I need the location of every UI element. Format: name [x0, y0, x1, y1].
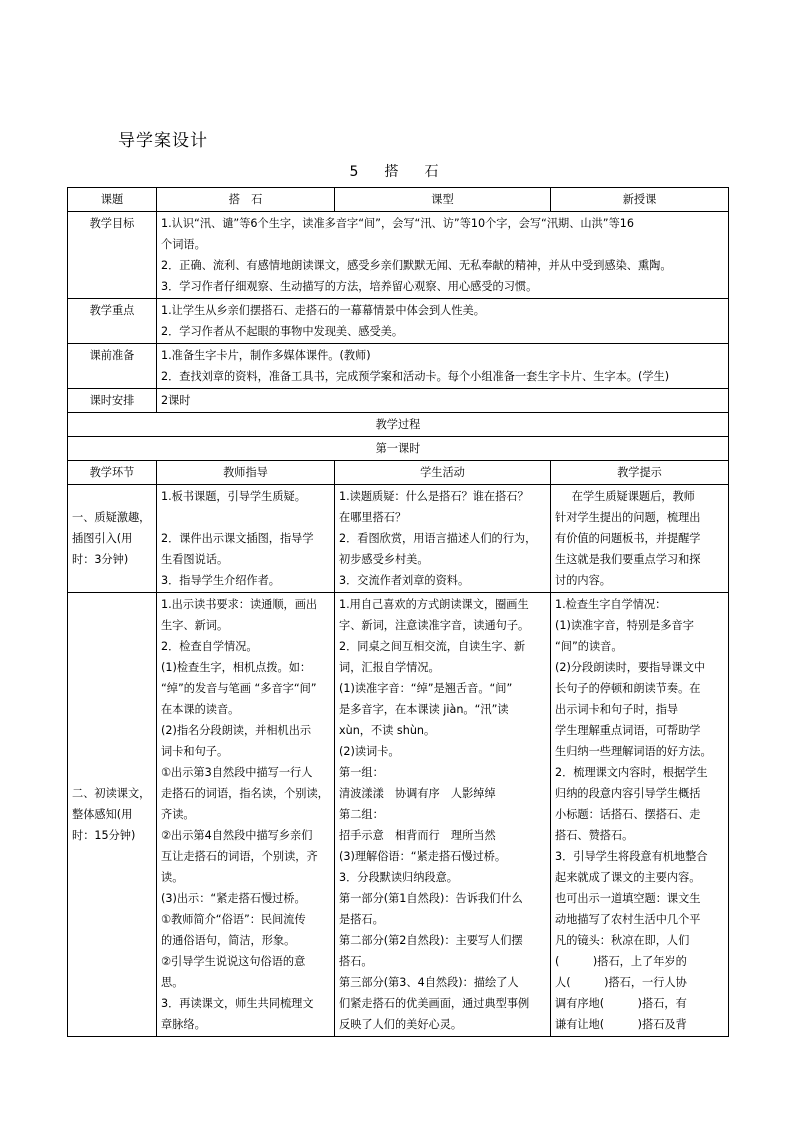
text-line: 互让走搭石的词语，个别读，齐 — [161, 850, 318, 863]
text-line: 小标题：话搭石、摆搭石、走 — [555, 808, 701, 821]
schedule-label: 课时安排 — [68, 389, 157, 413]
text-line: 章脉络。 — [161, 1018, 206, 1031]
text-line: 在学生质疑课题后，教师 — [571, 490, 695, 503]
text-line: “间”的读音。 — [555, 640, 623, 653]
type-value: 新授课 — [551, 188, 729, 212]
text-line: 调有序地( )搭石，有 — [555, 997, 687, 1010]
text-line: (2)分段朗读时，要指导课文中 — [555, 661, 706, 674]
text-line: 齐读。 — [161, 808, 195, 821]
text-line: 反映了人们的美好心灵。 — [339, 1018, 463, 1031]
text-line: (2)指名分段朗读，并相机出示 — [161, 724, 312, 737]
goals-label: 教学目标 — [68, 212, 157, 299]
goals-row — [68, 212, 729, 299]
stage-name-line: 整体感知(用 — [72, 808, 133, 821]
type-label: 课型 — [335, 188, 551, 212]
text-line: 学生理解重点词语，可帮助学 — [555, 724, 701, 737]
text-line: 生看图说话。 — [161, 553, 229, 566]
column-header-hint: 教学提示 — [551, 461, 729, 485]
text-line: 词卡和句子。 — [161, 745, 229, 758]
lesson-plan-table — [67, 187, 729, 1037]
stage-2-row — [68, 593, 729, 1037]
text-line: ②引导学生说说这句俗语的意 — [161, 955, 306, 968]
process-header-row — [68, 413, 729, 437]
stage-1-hint — [551, 485, 729, 593]
text-line: 动地描写了农村生活中几个平 — [555, 913, 701, 926]
topic-value: 搭 石 — [157, 188, 335, 212]
text-line: 有价值的问题板书，并提醒学 — [555, 532, 701, 545]
text-line: 3．再读课文，师生共同梳理文 — [161, 997, 314, 1010]
text-line: 针对学生提出的问题，梳理出 — [555, 511, 701, 524]
text-line: 生字、新词。 — [161, 619, 229, 632]
text-line: 招手示意 相背而行 理所当然 — [339, 829, 496, 842]
text-line: (3)理解俗语：“紧走搭石慢过桥。 — [339, 850, 507, 863]
stage-name-line: 一、质疑激趣， — [72, 511, 151, 524]
process-header: 教学过程 — [68, 413, 729, 437]
stage-name-line: 时：15分钟) — [72, 829, 136, 842]
text-line: 3．引导学生将段意有机地整合 — [555, 850, 708, 863]
text-line: 2．梳理课文内容时，根据学生 — [555, 766, 708, 779]
stage-1-name — [68, 485, 157, 593]
text-line: 也可出示一道填空题：课文生 — [555, 892, 701, 905]
period-header-row — [68, 437, 729, 461]
text-line: 是多音字，在本课读 jiàn。“汛”读 — [339, 703, 509, 716]
prep-content — [157, 344, 729, 389]
prep-row — [68, 344, 729, 389]
text-line: (1)读准字音，特别是多音字 — [555, 619, 694, 632]
text-line: ①教师简介“俗语”：民间流传 — [161, 913, 306, 926]
period-header: 第一课时 — [68, 437, 729, 461]
goal-line: 个词语。 — [161, 238, 206, 251]
stage-1-student — [335, 485, 551, 593]
lesson-title: 5 搭 石 — [349, 164, 445, 180]
document-title: 导学案设计 — [118, 131, 208, 151]
text-line: 在本课的读音。 — [161, 703, 240, 716]
text-line: xùn，不读 shùn。 — [339, 724, 436, 737]
text-line: 出示词卡和句子时，指导 — [555, 703, 679, 716]
key-point-line: 1.让学生从乡亲们摆搭石、走搭石的一幕幕情景中体会到人性美。 — [161, 304, 485, 317]
stage-1-row — [68, 485, 729, 593]
text-line: 第三部分(第3、4自然段)：描绘了人 — [339, 976, 519, 989]
text-line: 在哪里搭石？ — [339, 511, 407, 524]
text-line: 的通俗语句，简洁，形象。 — [161, 934, 296, 947]
text-line: 2．同桌之间互相交流，自读生字、新 — [339, 640, 526, 653]
text-line: 第二部分(第2自然段)：主要写人们摆 — [339, 934, 523, 947]
text-line: 生这就是我们要重点学习和探 — [555, 553, 701, 566]
prep-line: 1.准备生字卡片，制作多媒体课件。(教师) — [161, 349, 371, 362]
text-line: 2．课件出示课文插图，指导学 — [161, 532, 314, 545]
topic-label: 课题 — [68, 188, 157, 212]
text-line: ( )搭石，上了年岁的 — [555, 955, 687, 968]
goal-line: 3．学习作者仔细观察、生动描写的方法，培养留心观察、用心感受的习惯。 — [161, 280, 538, 293]
key-point-line: 2．学习作者从不起眼的事物中发现美、感受美。 — [161, 325, 404, 338]
schedule-row — [68, 389, 729, 413]
text-line: 是搭石。 — [339, 913, 384, 926]
text-line: 第一组： — [339, 766, 384, 779]
text-line: 1.出示读书要求：读通顺，画出 — [161, 598, 318, 611]
column-header-stage: 教学环节 — [68, 461, 157, 485]
text-line: 人( )搭石，一行人协 — [555, 976, 687, 989]
stage-1-teacher — [157, 485, 335, 593]
text-line: 1.板书课题，引导学生质疑。 — [161, 490, 306, 503]
schedule-value: 2课时 — [157, 389, 729, 413]
prep-label: 课前准备 — [68, 344, 157, 389]
text-line: 清波漾漾 协调有序 人影绰绰 — [339, 787, 496, 800]
text-line: 2．看图欣赏，用语言描述人们的行为， — [339, 532, 537, 545]
text-line: 搭石。 — [339, 955, 373, 968]
key-points-label: 教学重点 — [68, 299, 157, 344]
text-line: 凡的镜头：秋凉在即，人们 — [555, 934, 690, 947]
stage-name-line: 插图引入(用 — [72, 532, 133, 545]
stage-2-student — [335, 593, 551, 1037]
text-line: 长句子的停顿和朗读节奏。在 — [555, 682, 701, 695]
text-line: 第二组： — [339, 808, 384, 821]
stage-2-hint — [551, 593, 729, 1037]
key-points-content — [157, 299, 729, 344]
text-line: ②出示第4自然段中描写乡亲们 — [161, 829, 313, 842]
text-line: 3．分段默读归纳段意。 — [339, 871, 458, 884]
text-line: (1)读准字音：“绰”是翘舌音。“间” — [339, 682, 513, 695]
column-header-teacher: 教师指导 — [157, 461, 335, 485]
stage-2-teacher — [157, 593, 335, 1037]
stage-2-name — [68, 593, 157, 1037]
text-line — [161, 507, 330, 528]
goals-content — [157, 212, 729, 299]
info-row — [68, 188, 729, 212]
text-line: 走搭石的词语，指名读，个别读， — [161, 787, 329, 800]
text-line: 们紧走搭石的优美画面，通过典型事例 — [339, 997, 530, 1010]
text-line: “绰”的发音与笔画 “多音字“间” — [161, 682, 317, 695]
text-line: (3)出示：“紧走搭石慢过桥。 — [161, 892, 306, 905]
text-line: (2)读词卡。 — [339, 745, 400, 758]
goal-line: 1.认识“汛、谴”等6个生字，读准多音字“间”，会写“汛、访”等10个字，会写“汛期、山洪”等16 — [161, 217, 635, 230]
text-line: (1)检查生字，相机点拨。如： — [161, 661, 312, 674]
text-line: 归纳的段意内容引导学生概括 — [555, 787, 701, 800]
stage-name-line: 二、初读课文， — [72, 787, 151, 800]
text-line: 生归纳一些理解词语的好方法。 — [555, 745, 712, 758]
text-line: 2．检查自学情况。 — [161, 640, 258, 653]
stage-name-line: 时：3分钟) — [72, 553, 129, 566]
text-line: 3．指导学生介绍作者。 — [161, 574, 280, 587]
text-line: 1.读题质疑：什么是搭石？谁在搭石？ — [339, 490, 529, 503]
column-header-student: 学生活动 — [335, 461, 551, 485]
text-line: 1.检查生字自学情况： — [555, 598, 667, 611]
prep-line: 2．查找刘章的资料，准备工具书，完成预学案和活动卡。每个小组准备一套生字卡片、生字本。(学生) — [161, 370, 670, 383]
text-line: 初步感受乡村美。 — [339, 553, 429, 566]
text-line: 讨的内容。 — [555, 574, 611, 587]
text-line: 思。 — [161, 976, 184, 989]
text-line: 字、新词，注意读准字音，读通句子。 — [339, 619, 530, 632]
goal-line: 2．正确、流利、有感情地朗读课文，感受乡亲们默默无闻、无私奉献的精神，并从中受到感染、熏陶。 — [161, 259, 672, 272]
key-points-row — [68, 299, 729, 344]
text-line: 1.用自己喜欢的方式朗读课文，圈画生 — [339, 598, 529, 611]
text-line: 起来就成了课文的主要内容。 — [555, 871, 701, 884]
text-line: 搭石、赞搭石。 — [555, 829, 634, 842]
column-header-row — [68, 461, 729, 485]
text-line: 第一部分(第1自然段)：告诉我们什么 — [339, 892, 523, 905]
text-line: 3．交流作者刘章的资料。 — [339, 574, 470, 587]
text-line: 读。 — [161, 871, 184, 884]
text-line: 谦有让地( )搭石及背 — [555, 1018, 687, 1031]
text-line: 词，汇报自学情况。 — [339, 661, 440, 674]
text-line: ①出示第3自然段中描写一行人 — [161, 766, 313, 779]
